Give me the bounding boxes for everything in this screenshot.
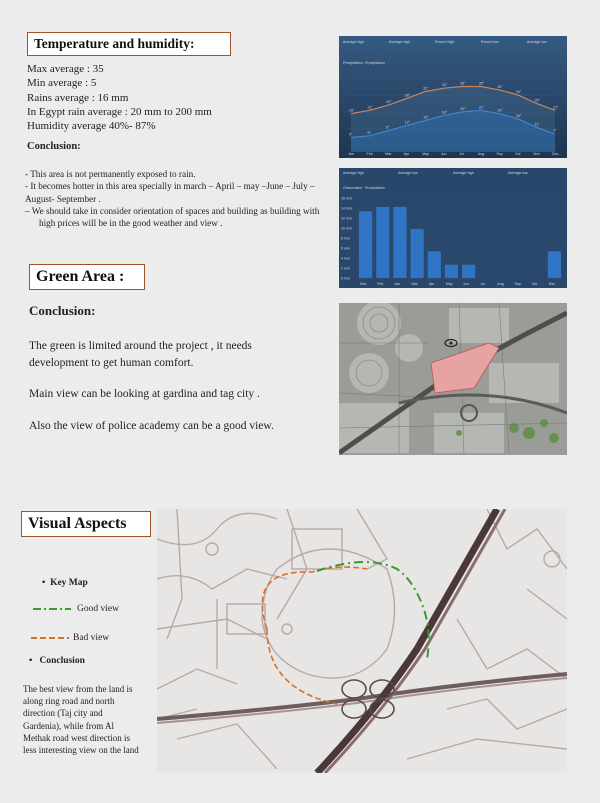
bullet-icon: •	[29, 656, 33, 666]
high-data-label: 35°	[460, 81, 466, 86]
y-tick-label: 4 mm	[341, 256, 350, 261]
visual-conclusion-item	[29, 656, 85, 666]
month-tick: Jan	[348, 152, 354, 156]
green-area-title: Green Area :	[29, 264, 145, 290]
bad-view-path	[262, 567, 367, 629]
month-tick: Apr	[428, 282, 435, 286]
temperature-title: Temperature and humidity:	[27, 32, 231, 56]
month-tick: Oct	[531, 282, 538, 286]
aerial-photo	[339, 303, 567, 455]
visual-conclusion-text: The best view from the land is along ring road and north direction (Taj city and Gardenia), while from Al Methak road west direction is less interesting view on the land	[23, 684, 139, 756]
high-data-label: 19°	[349, 108, 355, 113]
month-tick: Jul	[459, 152, 464, 156]
chart-header-label: Average low	[398, 171, 418, 175]
precipitation-bar	[462, 265, 475, 278]
month-tick: Aug	[497, 282, 504, 286]
precipitation-bar	[548, 251, 561, 278]
high-data-label: 28°	[404, 93, 411, 98]
bullet-item: – We should take in consider orientation of spaces and building as building with high prices will be in the good weather and view .	[25, 205, 320, 229]
precipitation-bar	[428, 251, 441, 278]
month-tick: Jul	[480, 282, 485, 286]
temperature-bullets	[25, 168, 325, 229]
good-view-label: Good view	[77, 604, 119, 614]
key-map-label: Key Map	[50, 578, 88, 588]
green-conclusion-label: Conclusion:	[29, 303, 96, 318]
month-tick: Aug	[477, 152, 485, 156]
month-tick: Dec	[548, 282, 556, 286]
month-tick: May	[445, 282, 453, 286]
month-tick: Sep	[514, 282, 521, 286]
precipitation-bar	[445, 265, 458, 278]
month-tick: Jun	[440, 152, 447, 156]
temperature-stats	[27, 62, 212, 133]
y-tick-label: 8 mm	[341, 236, 350, 241]
month-tick: Jan	[394, 282, 401, 286]
green-paragraph: Also the view of police academy can be a good view.	[29, 419, 274, 432]
low-data-label: 6°	[367, 130, 371, 135]
high-data-label: 32°	[423, 86, 429, 91]
bullet-icon: •	[42, 578, 46, 588]
month-tick: Nov	[360, 282, 367, 286]
y-tick-label: 10 mm	[341, 226, 352, 231]
stat-line: Min average : 5	[27, 77, 97, 90]
month-tick: Apr	[403, 152, 410, 156]
chart-tab[interactable]: Precipitation	[365, 61, 385, 65]
month-tick: May	[422, 152, 429, 156]
month-tick: Feb	[377, 282, 384, 286]
y-tick-label: 0 mm	[341, 276, 350, 281]
chart-header-label: Record low	[481, 40, 499, 44]
visual-conclusion-label: Conclusion	[39, 656, 85, 666]
temperature-chart	[339, 36, 567, 158]
high-data-label: 33°	[497, 84, 503, 89]
y-tick-label: 2 mm	[341, 266, 350, 271]
month-tick: Mar	[411, 282, 418, 286]
low-data-label: 12°	[404, 120, 411, 125]
stat-line: Rains average : 16 mm	[27, 91, 129, 104]
key-map-item	[42, 578, 88, 588]
chart-header-label: Average high	[343, 171, 365, 175]
bullet-item: - This area is not permanently exposed to rain.	[25, 169, 196, 179]
chart-header-label: Average high	[343, 40, 365, 44]
low-data-label: 7°	[553, 129, 557, 134]
month-tick: Nov	[533, 152, 540, 156]
high-data-label: 24°	[386, 100, 392, 105]
low-data-label: 21°	[478, 105, 485, 110]
bad-view-swatch	[31, 633, 71, 643]
good-view-swatch	[33, 604, 73, 614]
bullet-item: - It becomes hotter in this area specially in march – April – may –June – July –August- September .	[25, 181, 315, 204]
chart-tab[interactable]: Precipitation	[365, 186, 385, 190]
high-data-label: 35°	[478, 81, 485, 86]
precipitation-bar	[376, 207, 389, 278]
key-map	[157, 509, 567, 773]
chart-header-label: Record high	[435, 40, 455, 44]
low-data-label: 5°	[349, 132, 353, 137]
low-data-label: 15°	[423, 115, 429, 120]
high-data-label: 21°	[367, 105, 373, 110]
low-data-label: 9°	[386, 125, 390, 130]
good-view-path	[317, 562, 429, 659]
high-data-label: 25°	[534, 98, 540, 103]
high-data-label: 30°	[515, 90, 522, 94]
month-tick: Jun	[463, 282, 469, 286]
bad-view-label: Bad view	[73, 633, 110, 643]
low-data-label: 16°	[515, 113, 522, 118]
chart-header-label: Average low	[527, 40, 547, 44]
low-data-label: 11°	[534, 122, 540, 127]
stat-line: Max average : 35	[27, 63, 104, 75]
chart-tab[interactable]: Precipitation	[343, 61, 363, 65]
green-paragraph: Main view can be looking at gardina and tag city .	[29, 388, 260, 400]
stat-line: In Egypt rain average : 20 mm to 200 mm	[27, 105, 212, 118]
y-tick-label: 6 mm	[341, 246, 350, 251]
precipitation-chart	[339, 168, 567, 288]
chart-header-label: Average low	[508, 171, 528, 175]
visual-aspects-title: Visual Aspects	[21, 511, 151, 537]
stat-line: Humidity average 40%- 87%	[27, 120, 156, 133]
green-paragraph: The green is limited around the project , it needs development to get human comfort.	[29, 340, 252, 369]
high-data-label: 34°	[441, 83, 448, 88]
low-data-label: 18°	[441, 110, 448, 115]
chart-header-label: Average high	[389, 40, 411, 44]
green-paragraphs	[29, 338, 304, 449]
temperature-conclusion-label: Conclusion:	[27, 141, 81, 152]
y-tick-label: 12 mm	[341, 216, 352, 221]
chart-header-label: Average high	[453, 171, 475, 175]
precipitation-bar	[411, 229, 424, 278]
y-tick-label: 16 mm	[341, 196, 352, 201]
precipitation-bar	[393, 207, 406, 278]
low-data-label: 19°	[497, 108, 503, 113]
high-data-label: 21°	[553, 105, 559, 110]
month-tick: Feb	[366, 152, 373, 156]
chart-tab[interactable]: Observation	[343, 186, 363, 190]
month-tick: Mar	[385, 152, 392, 156]
month-tick: Oct	[514, 152, 521, 156]
y-tick-label: 14 mm	[341, 206, 352, 211]
low-data-label: 20°	[460, 107, 466, 111]
precipitation-bar	[359, 211, 372, 278]
month-tick: Sep	[496, 152, 503, 156]
month-tick: Dec	[552, 152, 559, 156]
